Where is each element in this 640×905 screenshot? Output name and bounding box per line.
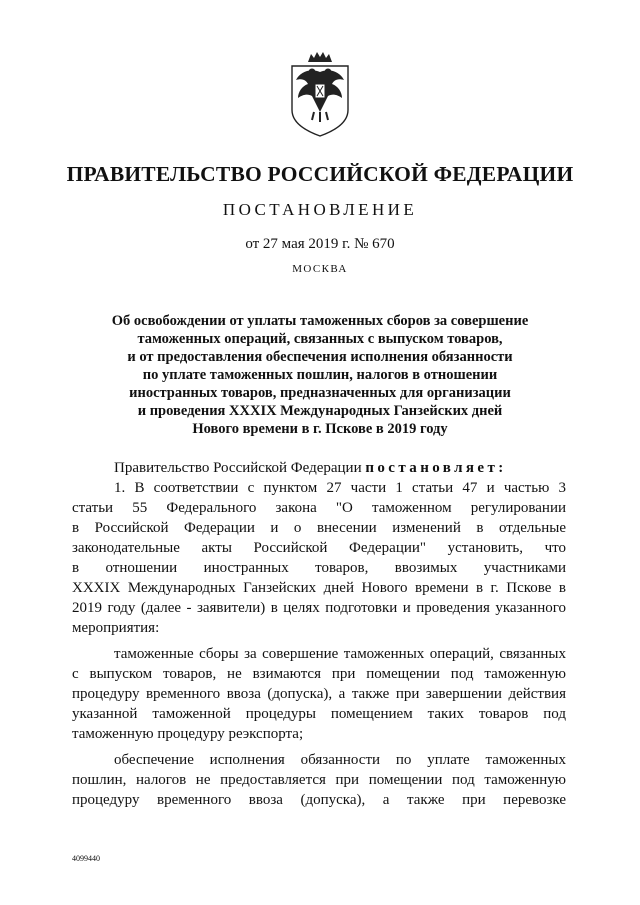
subject-line: и проведения XXXIX Международных Ганзейских дней (137, 403, 503, 419)
coat-of-arms-emblem (278, 48, 362, 140)
subject-line: Об освобождении от уплаты таможенных сборов за совершение (111, 313, 529, 329)
paragraph-line: процедуру временного ввоза (допуска), а также при перевозке (72, 792, 566, 808)
subject-line: и от предоставления обеспечения исполнения обязанности (127, 349, 513, 365)
subject-line: таможенных операций, связанных с выпуском товаров, (137, 331, 503, 347)
subject-line: иностранных товаров, предназначенных для организации (129, 385, 511, 401)
paragraph-line: в отношении иностранных товаров, ввозимых участниками (72, 560, 566, 576)
paragraph-line: 1. В соответствии с пунктом 27 части 1 статьи 47 и частью 3 (114, 480, 566, 496)
document-date-number: от 27 мая 2019 г. № 670 (245, 236, 395, 252)
document-subject (80, 312, 560, 438)
clause-1-item-1 (72, 644, 566, 744)
paragraph-line: XXXIX Международных Ганзейских дней Нового времени в г. Пскове в (72, 580, 566, 596)
paragraph-line: статьи 55 Федерального закона "О таможенном регулировании (72, 500, 566, 516)
government-title: ПРАВИТЕЛЬСТВО РОССИЙСКОЙ ФЕДЕРАЦИИ (66, 162, 574, 186)
subject-line: Нового времени в г. Пскове в 2019 году (192, 421, 448, 437)
paragraph-line: процедуру временного ввоза (допуска), а также при завершении действия (72, 686, 566, 702)
decree-statement (72, 458, 566, 478)
document-type: ПОСТАНОВЛЕНИЕ (222, 200, 418, 219)
paragraph-line: с выпуском товаров, не взимаются при помещении под таможенную (72, 666, 566, 682)
paragraph-line: законодательные акты Российской Федерации" установить, что (72, 540, 566, 556)
paragraph-line: указанной таможенной процедуры помещением таких товаров под (72, 706, 566, 722)
paragraph-line: 2019 году (далее - заявители) в целях подготовки и проведения указанного (72, 600, 566, 616)
decree-word: постановляет: (365, 460, 507, 476)
decree-prefix: Правительство Российской Федерации (114, 460, 366, 476)
document-city: МОСКВА (292, 263, 348, 275)
clause-1 (72, 478, 566, 638)
paragraph-line: таможенную процедуру реэкспорта; (72, 726, 304, 742)
paragraph-line: мероприятия: (72, 620, 160, 636)
clause-1-item-2 (72, 750, 566, 810)
document-body (72, 458, 566, 810)
paragraph-line: таможенные сборы за совершение таможенных операций, связанных (114, 646, 566, 662)
footer-document-number: 4099440 (72, 854, 100, 863)
paragraph-line: в Российской Федерации и о внесении изменений в отдельные (72, 520, 566, 536)
paragraph-line: пошлин, налогов не предоставляется при помещении под таможенную (72, 772, 566, 788)
subject-line: по уплате таможенных пошлин, налогов в отношении (142, 367, 498, 383)
paragraph-line: обеспечение исполнения обязанности по уплате таможенных (114, 752, 566, 768)
